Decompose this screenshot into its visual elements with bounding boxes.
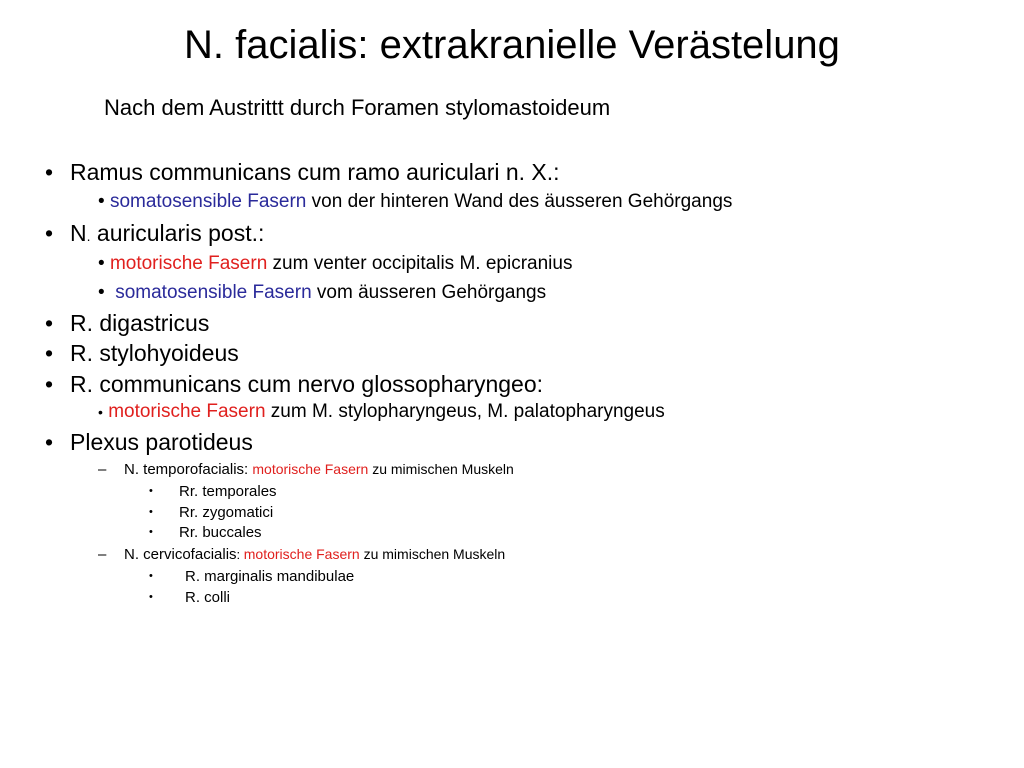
slide-subtitle: Nach dem Austrittt durch Foramen stylomastoideum (104, 95, 611, 120)
item-label: Plexus parotideus (70, 429, 253, 455)
list-item-r-stylohyoideus (45, 339, 239, 367)
separator: : (236, 547, 244, 562)
sub-item-text: zu mimischen Muskeln (368, 461, 514, 477)
sensory-fibers-label: somatosensible Fasern (109, 191, 307, 212)
bullet-icon: • (45, 429, 54, 455)
slide-title: N. facialis: extrakranielle Verästelung (184, 23, 840, 67)
nerve-name: N. temporofacialis (124, 461, 245, 478)
list-item-r-communicans-glosso (45, 370, 543, 398)
list-item-r-digastricus (45, 309, 209, 337)
bullet-icon: • (45, 220, 54, 246)
separator: : (244, 461, 253, 478)
item-label: R. communicans cum nervo glossopharyngeo: (70, 371, 544, 397)
bullet-icon: • (149, 591, 153, 603)
branch-item (149, 587, 230, 608)
dash-icon: – (98, 546, 107, 563)
sensory-fibers-label: somatosensible Fasern (115, 282, 312, 303)
sub-item-n-auricularis-sensory (98, 281, 546, 305)
sub-item-ramus-communicans-fibers (98, 190, 732, 214)
sub-item-n-temporofacialis (98, 459, 514, 480)
sub-item-n-cervicofacialis (98, 544, 505, 565)
bullet-icon: • (149, 570, 153, 582)
bullet-icon: • (45, 159, 54, 185)
item-label-dot: . (86, 228, 91, 244)
item-label: R. stylohyoideus (70, 340, 239, 366)
sub-item-text: zum venter occipitalis M. epicranius (267, 253, 573, 274)
branch-item (149, 522, 262, 543)
branch-item (149, 481, 277, 502)
nerve-name: N. cervicofacialis (124, 546, 237, 563)
sub-item-text: von der hinteren Wand des äusseren Gehörgangs (306, 191, 733, 212)
sub-item-glosso-motor (98, 400, 665, 424)
item-label-part: N (70, 220, 87, 246)
sub-item-text: vom äusseren Gehörgangs (311, 282, 547, 303)
bullet-icon: • (98, 253, 105, 274)
branch-label: Rr. zygomatici (179, 504, 274, 521)
list-item-n-auricularis (45, 219, 264, 250)
item-label: R. digastricus (70, 310, 210, 336)
branch-label: Rr. temporales (179, 483, 277, 500)
bullet-icon: • (149, 485, 153, 497)
sub-item-text: zum M. stylopharyngeus, M. palatopharyngeus (265, 401, 665, 422)
branch-label: Rr. buccales (179, 524, 262, 541)
bullet-icon: • (98, 282, 105, 303)
branch-item (149, 502, 273, 523)
bullet-icon: • (149, 506, 153, 518)
bullet-icon: • (45, 340, 54, 366)
item-label-part: auricularis post.: (90, 220, 265, 246)
bullet-icon: • (98, 191, 105, 212)
branch-label: R. marginalis mandibulae (185, 568, 355, 585)
motor-fibers-label: motorische Fasern (108, 401, 266, 422)
bullet-icon: • (45, 371, 54, 397)
bullet-icon: • (45, 310, 54, 336)
sub-item-n-auricularis-motor (98, 252, 572, 276)
bullet-icon: • (98, 404, 103, 420)
dash-icon: – (98, 461, 107, 478)
bullet-icon: • (149, 526, 153, 538)
list-item-plexus-parotideus (45, 428, 253, 456)
motor-fibers-label: motorische Fasern (243, 546, 360, 562)
item-label: Ramus communicans cum ramo auriculari n. X.: (70, 159, 560, 185)
sub-item-text: zu mimischen Muskeln (359, 546, 506, 562)
motor-fibers-label: motorische Fasern (109, 253, 268, 274)
branch-item (149, 566, 354, 587)
motor-fibers-label: motorische Fasern (252, 461, 369, 477)
branch-label: R. colli (185, 589, 231, 606)
list-item-ramus-communicans (45, 158, 560, 186)
